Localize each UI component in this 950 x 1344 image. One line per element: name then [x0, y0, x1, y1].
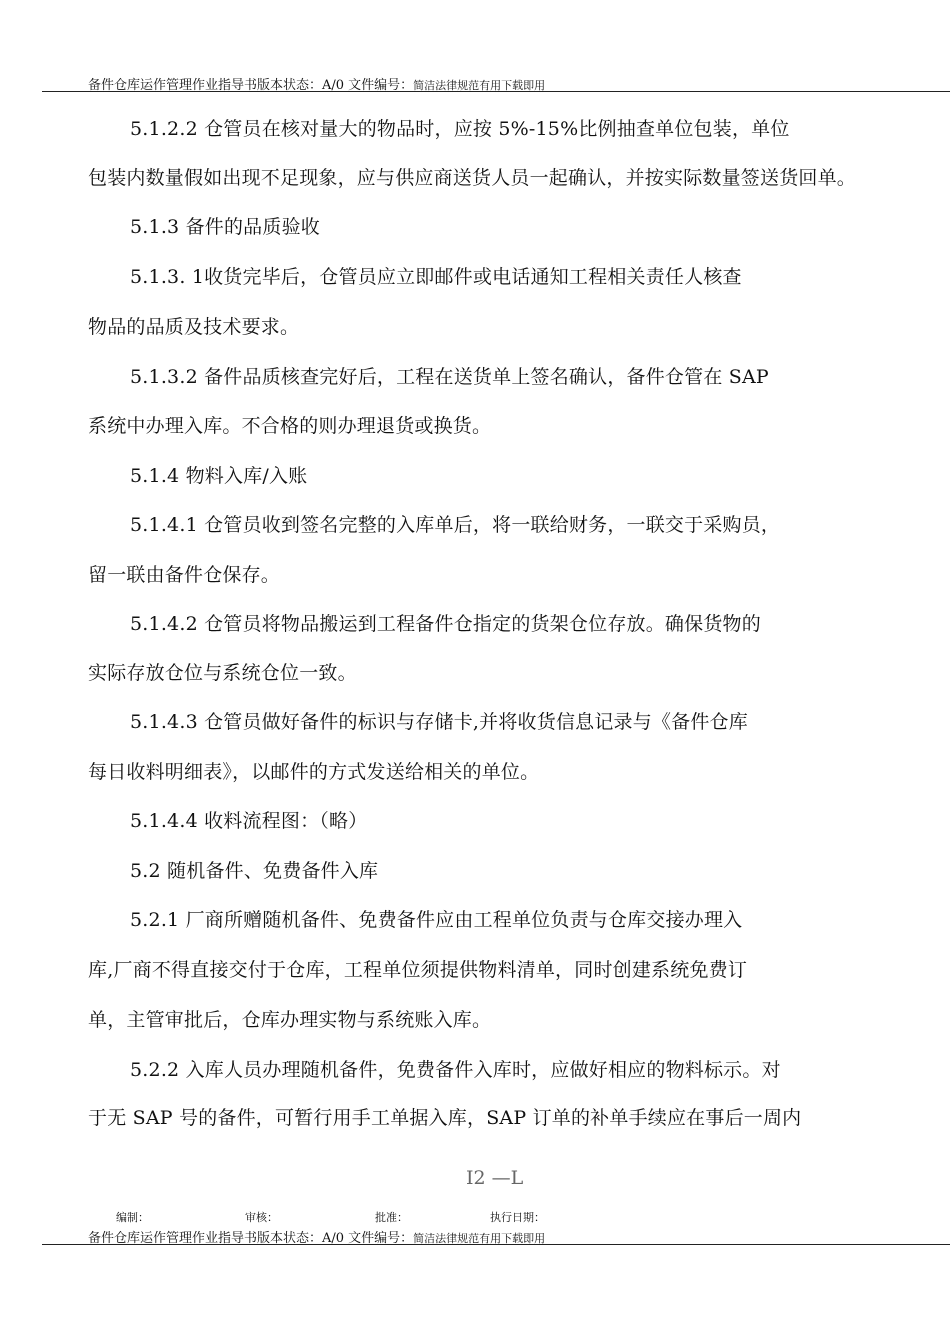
text-line: 5.1.4.3 仓管员做好备件的标识与存储卡,并将收货信息记录与《备件仓库 [130, 711, 748, 733]
prepared-by-label: 编制： [116, 1211, 149, 1224]
header-title: 备件仓库运作管理作业指导书版本状态：A/0 文件编号： [88, 78, 414, 93]
text-line: 实际存放仓位与系统仓位一致。 [88, 662, 357, 684]
header-note: 简洁法律规范有用下载即用 [413, 79, 546, 92]
text-line: 包装内数量假如出现不足现象，应与供应商送货人员一起确认，并按实际数量签送货回单。 [88, 167, 857, 189]
footer-title: 备件仓库运作管理作业指导书版本状态：A/0 文件编号： [88, 1231, 414, 1246]
section-heading: 5.1.4 物料入库/入账 [130, 465, 308, 487]
text-line: 5.1.4.1 仓管员收到签名完整的入库单后，将一联给财务，一联交于采购员， [130, 514, 781, 536]
text-line: 库,厂商不得直接交付于仓库，工程单位须提供物料清单，同时创建系统免费订 [88, 959, 748, 981]
text-line: 5.2.1 厂商所赠随机备件、免费备件应由工程单位负责与仓库交接办理入 [130, 909, 743, 931]
reviewed-by-label: 审核： [245, 1211, 278, 1224]
text-line: 于无 SAP 号的备件，可暂行用手工单据入库，SAP 订单的补单手续应在事后一周内 [88, 1107, 802, 1129]
text-line: 5.1.4.2 仓管员将物品搬运到工程备件仓指定的货架仓位存放。确保货物的 [130, 613, 761, 635]
footer-note: 简洁法律规范有用下载即用 [413, 1232, 546, 1245]
text-line: 5.2.2 入库人员办理随机备件，免费备件入库时，应做好相应的物料标示。对 [130, 1059, 781, 1081]
approved-by-label: 批准： [375, 1211, 408, 1224]
footer-rule [42, 1244, 950, 1245]
section-heading: 5.2 随机备件、免费备件入库 [130, 860, 379, 882]
section-heading: 5.1.3 备件的品质验收 [130, 216, 320, 238]
text-line: 5.1.3. 1收货完毕后，仓管员应立即邮件或电话通知工程相关责任人核查 [130, 266, 742, 288]
text-line: 每日收料明细表》，以邮件的方式发送给相关的单位。 [88, 761, 540, 783]
text-line: 留一联由备件仓保存。 [88, 564, 281, 586]
text-line: 5.1.4.4 收料流程图：（略） [130, 810, 368, 832]
effective-date-label: 执行日期： [490, 1211, 545, 1224]
text-line: 单，主管审批后，仓库办理实物与系统账入库。 [88, 1009, 492, 1031]
text-line: 系统中办理入库。不合格的则办理退货或换货。 [88, 415, 492, 437]
text-line: 5.1.2.2 仓管员在核对量大的物品时，应按 5%-15%比例抽查单位包装，单位 [130, 118, 790, 140]
header-rule [42, 91, 950, 92]
text-line: 物品的品质及技术要求。 [88, 316, 300, 338]
text-line: 5.1.3.2 备件品质核查完好后，工程在送货单上签名确认，备件仓管在 SAP [130, 366, 769, 388]
page-number: I2 —L [466, 1167, 524, 1189]
